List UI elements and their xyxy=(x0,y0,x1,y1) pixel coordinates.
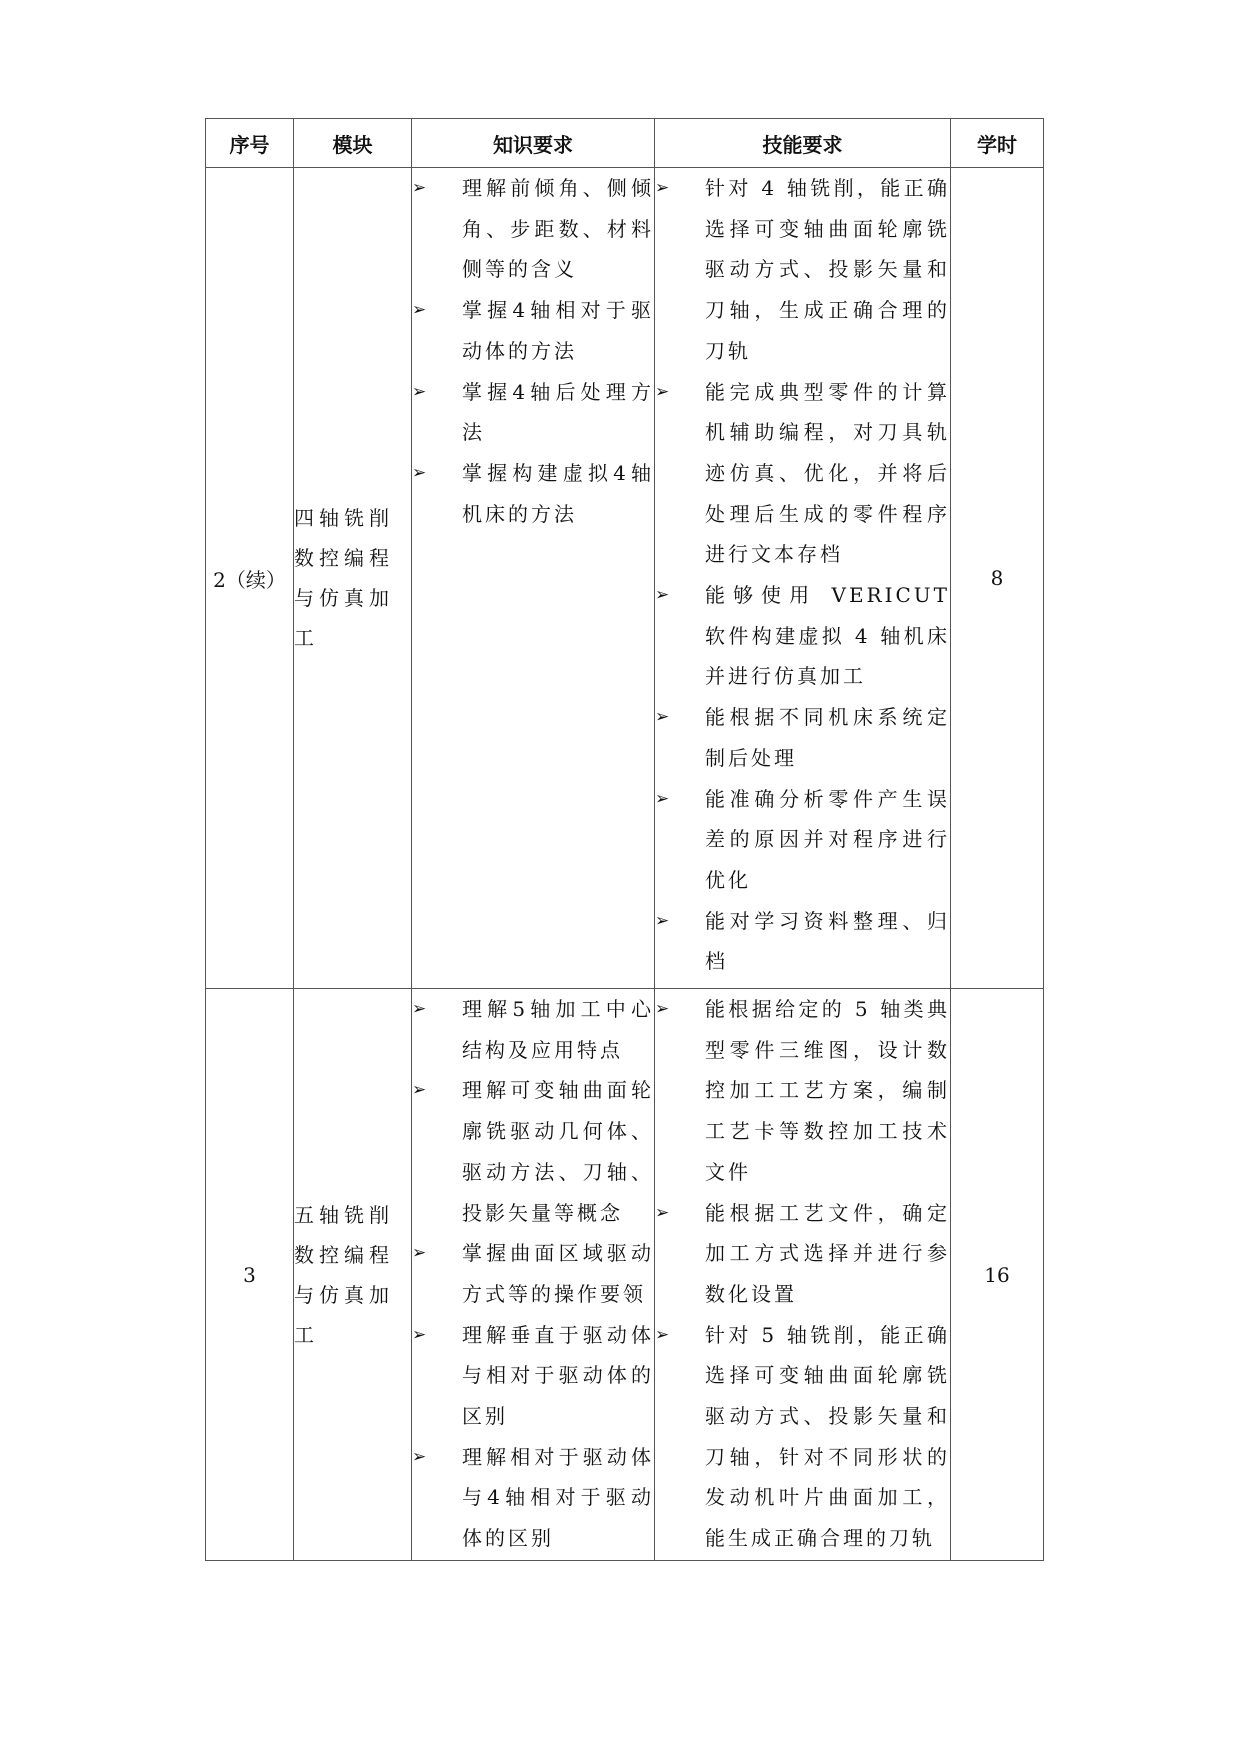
list-item: ➢ 掌握4轴相对于驱动体的方法 xyxy=(412,290,654,371)
list-item: ➢ 针对 4 轴铣削，能正确选择可变轴曲面轮廓铣驱动方式、投影矢量和刀轴，生成正确合理的刀轨 xyxy=(655,168,950,372)
arrow-bullet-icon: ➢ xyxy=(412,1446,427,1467)
list-item: ➢ 能完成典型零件的计算机辅助编程，对刀具轨迹仿真、优化，并将后处理后生成的零件程序进行文本存档 xyxy=(655,372,950,576)
header-hours: 学时 xyxy=(951,119,1044,168)
header-knowledge: 知识要求 xyxy=(412,119,655,168)
arrow-bullet-icon: ➢ xyxy=(412,462,427,483)
list-item: ➢ 理解前倾角、侧倾角、步距数、材料侧等的含义 xyxy=(412,168,654,290)
row-hours: 16 xyxy=(951,989,1044,1561)
knowledge-list xyxy=(412,168,654,534)
header-skill: 技能要求 xyxy=(655,119,951,168)
arrow-bullet-icon: ➢ xyxy=(655,381,670,402)
row-seq: 2（续） xyxy=(206,168,294,989)
knowledge-list xyxy=(412,989,654,1559)
list-item: ➢ 理解垂直于驱动体与相对于驱动体的区别 xyxy=(412,1315,654,1437)
list-item: ➢ 能准确分析零件产生误差的原因并对程序进行优化 xyxy=(655,779,950,901)
row-seq: 3 xyxy=(206,989,294,1561)
list-item: ➢ 能根据不同机床系统定制后处理 xyxy=(655,697,950,778)
table-row xyxy=(206,168,1044,989)
module-text: 五轴铣削数控编程与仿真加工 xyxy=(294,1202,394,1347)
list-item: ➢ 理解可变轴曲面轮廓铣驱动几何体、驱动方法、刀轴、投影矢量等概念 xyxy=(412,1070,654,1233)
arrow-bullet-icon: ➢ xyxy=(412,1324,427,1345)
table-row xyxy=(206,989,1044,1561)
skill-list xyxy=(655,989,950,1559)
arrow-bullet-icon: ➢ xyxy=(412,178,427,198)
knowledge-cell xyxy=(412,168,655,989)
list-item: ➢ 理解5轴加工中心结构及应用特点 xyxy=(412,989,654,1070)
list-item: ➢ 针对 5 轴铣削，能正确选择可变轴曲面轮廓铣驱动方式、投影矢量和刀轴，针对不同形状的发动机叶片曲面加工，能生成正确合理的刀轨 xyxy=(655,1315,950,1559)
arrow-bullet-icon: ➢ xyxy=(412,300,427,321)
arrow-bullet-icon: ➢ xyxy=(412,381,427,402)
arrow-bullet-icon: ➢ xyxy=(655,1202,670,1223)
arrow-bullet-icon: ➢ xyxy=(655,910,670,931)
skill-cell xyxy=(655,168,951,989)
list-item: ➢ 能根据工艺文件，确定加工方式选择并进行参数化设置 xyxy=(655,1193,950,1315)
list-item: ➢ 掌握构建虚拟4轴机床的方法 xyxy=(412,453,654,534)
list-item: ➢ 能对学习资料整理、归档 xyxy=(655,901,950,982)
list-item: ➢ 理解相对于驱动体与4轴相对于驱动体的区别 xyxy=(412,1437,654,1559)
knowledge-cell xyxy=(412,989,655,1561)
arrow-bullet-icon: ➢ xyxy=(412,1243,427,1264)
arrow-bullet-icon: ➢ xyxy=(655,585,670,606)
list-item: ➢ 掌握曲面区域驱动方式等的操作要领 xyxy=(412,1233,654,1314)
arrow-bullet-icon: ➢ xyxy=(655,999,670,1019)
header-module: 模块 xyxy=(294,119,412,168)
module-text: 四轴铣削数控编程与仿真加工 xyxy=(294,506,394,650)
arrow-bullet-icon: ➢ xyxy=(655,707,670,728)
arrow-bullet-icon: ➢ xyxy=(655,788,670,809)
row-module xyxy=(294,989,412,1561)
list-item: ➢ 能根据给定的 5 轴类典型零件三维图，设计数控加工工艺方案，编制工艺卡等数控加工技术文件 xyxy=(655,989,950,1193)
list-item: ➢ 能够使用 VERICUT 软件构建虚拟 4 轴机床并进行仿真加工 xyxy=(655,575,950,697)
skill-list xyxy=(655,168,950,982)
curriculum-table xyxy=(205,118,1044,1561)
skill-cell xyxy=(655,989,951,1561)
arrow-bullet-icon: ➢ xyxy=(412,1080,427,1101)
row-module xyxy=(294,168,412,989)
row-hours: 8 xyxy=(951,168,1044,989)
arrow-bullet-icon: ➢ xyxy=(655,1324,670,1345)
arrow-bullet-icon: ➢ xyxy=(412,999,427,1019)
arrow-bullet-icon: ➢ xyxy=(655,178,670,198)
header-seq: 序号 xyxy=(206,119,294,168)
header-row xyxy=(206,119,1044,168)
list-item: ➢ 掌握4轴后处理方法 xyxy=(412,372,654,453)
